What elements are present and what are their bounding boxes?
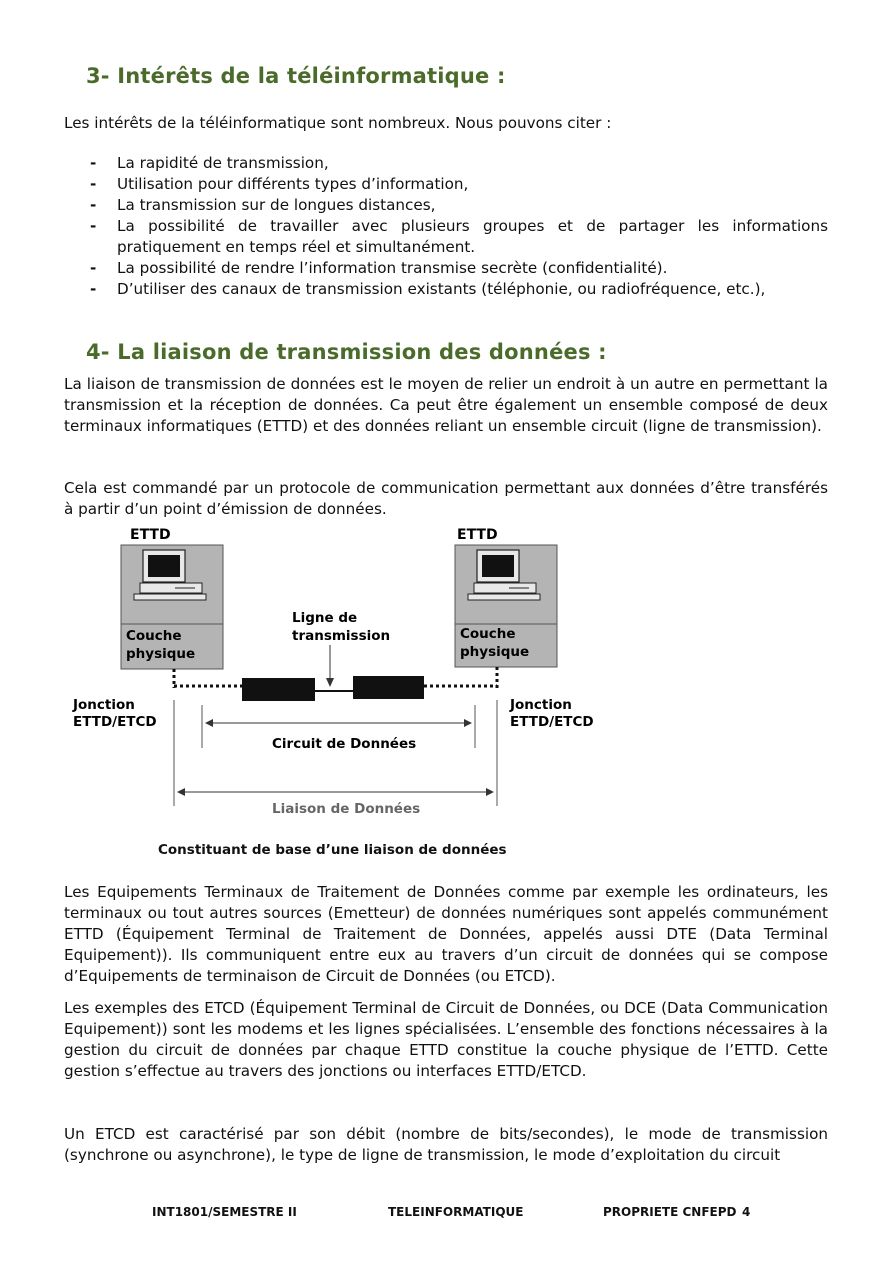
ligne-label-2: transmission [292, 628, 391, 644]
list-item: - La possibilité de travailler avec plusieurs groupes et de partager les informations pratiquement en temps réel et simultanément. [64, 216, 828, 258]
list-item: - D’utiliser des canaux de transmission existants (téléphonie, ou radiofréquence, etc.), [64, 279, 828, 300]
list-item: - Utilisation pour différents types d’information, [64, 174, 828, 195]
footer-owner: PROPRIETE CNFEPD [603, 1205, 737, 1219]
jonction-right-1: Jonction [510, 697, 572, 713]
list-item: - La rapidité de transmission, [64, 153, 828, 174]
body-paragraph-1: Les Equipements Terminaux de Traitement de Données comme par exemple les ordinateurs, les terminaux ou tout autres sources (Emetteur) de données numériques sont appelés communément ETTD (Équipement Terminal de Traitement de Données, appelés aussi DTE (Data Terminal Equipement)). Ils communiquent entre eux au travers d’un circuit de données qui se compose d’Equipements de terminaison de Circuit de Données (ou ETCD). [64, 883, 828, 985]
diagram-caption: Constituant de base d’une liaison de données [158, 842, 507, 858]
section-4-title: 4- La liaison de transmission des données : [86, 340, 607, 364]
liaison-label: Liaison de Données [272, 801, 421, 817]
footer-course: INT1801/SEMESTRE II [152, 1205, 297, 1219]
section-3-title: 3- Intérêts de la téléinformatique : [86, 64, 506, 88]
ettd-left-box [121, 545, 223, 669]
interests-list [64, 153, 828, 300]
jonction-left-1: Jonction [73, 697, 135, 713]
section-3-intro: Les intérêts de la téléinformatique sont nombreux. Nous pouvons citer : [64, 114, 612, 132]
couche-physique-right-2: physique [460, 644, 530, 660]
data-link-diagram [0, 520, 893, 830]
list-item: - La possibilité de rendre l’information transmise secrète (confidentialité). [64, 258, 828, 279]
jonction-right-2: ETTD/ETCD [510, 714, 594, 730]
section-4-paragraph-1: La liaison de transmission de données est le moyen de relier un endroit à un autre en permettant la transmission et la réception de données. Ca peut être également un ensemble composé de deux terminaux informatiques (ETTD) et des données reliant un ensemble circuit (ligne de transmission). [64, 375, 828, 435]
etcd-left-block [242, 678, 315, 701]
couche-physique-right-1: Couche [460, 626, 516, 642]
ettd-left-label: ETTD [130, 527, 171, 543]
body-paragraph-3: Un ETCD est caractérisé par son débit (nombre de bits/secondes), le mode de transmission (synchrone ou asynchrone), le type de ligne de transmission, le mode d’exploitation du circuit [64, 1125, 828, 1164]
footer-subject: TELEINFORMATIQUE [388, 1205, 524, 1219]
circuit-label: Circuit de Données [272, 736, 417, 752]
ettd-right-box [455, 545, 557, 667]
jonction-left-2: ETTD/ETCD [73, 714, 157, 730]
list-item: - La transmission sur de longues distances, [64, 195, 828, 216]
ettd-right-label: ETTD [457, 527, 498, 543]
section-4-paragraph-2: Cela est commandé par un protocole de communication permettant aux données d’être transférés à partir d’un point d’émission de données. [64, 479, 828, 518]
couche-physique-left-2: physique [126, 646, 196, 662]
ligne-label-1: Ligne de [292, 610, 358, 626]
couche-physique-left-1: Couche [126, 628, 182, 644]
page-number: 4 [742, 1205, 751, 1219]
body-paragraph-2: Les exemples des ETCD (Équipement Terminal de Circuit de Données, ou DCE (Data Communication Equipement)) sont les modems et les lignes spécialisées. L’ensemble des fonctions nécessaires à la gestion du circuit de données par chaque ETTD constitue la couche physique de l’ETTD. Cette gestion s’effectue au travers des jonctions ou interfaces ETTD/ETCD. [64, 999, 828, 1080]
etcd-right-block [353, 676, 424, 699]
